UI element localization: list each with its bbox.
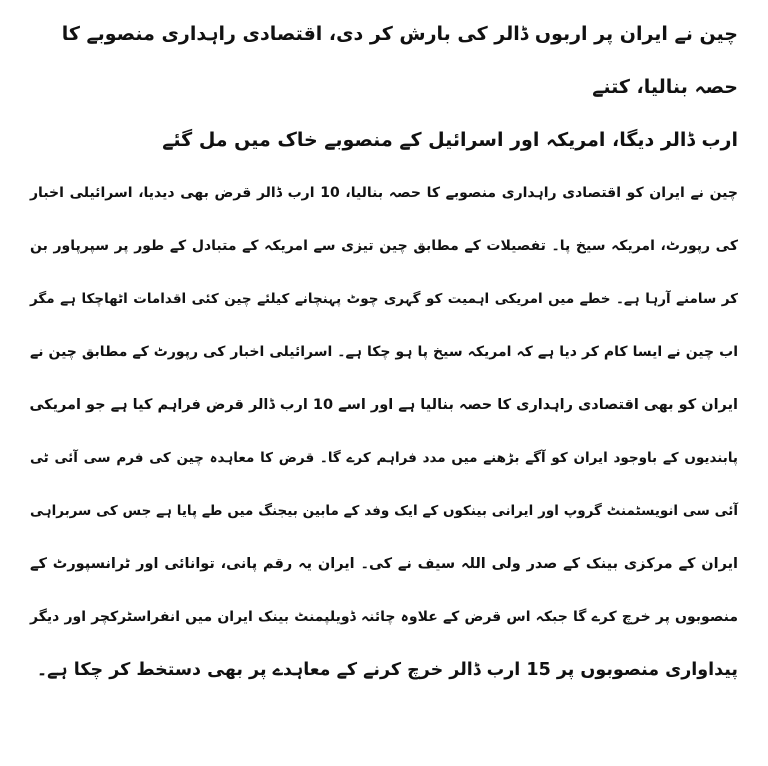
article-body-line-2: کی رپورٹ، امریکہ سیخ پا۔ تفصیلات کے مطابق چین تیزی سے امریکہ کے متبادل کے طور پر سپرپاور بن bbox=[30, 238, 738, 254]
article-body-line-6: پابندیوں کے باوجود ایران کو آگے بڑھنے میں مدد فراہم کرے گا۔ قرض کا معاہدہ چین کی فرم سی آئی ٹی bbox=[30, 450, 738, 466]
article-headline-line-1: چین نے ایران پر اربوں ڈالر کی بارش کر دی، اقتصادی راہداری منصوبے کا حصہ بنالیا، کتنے bbox=[61, 23, 738, 98]
article-body-line-5: ایران کو بھی اقتصادی راہداری کا حصہ بنالیا ہے اور اسے 10 ارب ڈالر قرض فراہم کیا ہے جو امریکی bbox=[29, 397, 738, 413]
article-body-line-7: آئی سی انویسٹمنٹ گروپ اور ایرانی بینکوں کے ایک وفد کے مابین بیجنگ میں طے پایا ہے جس کی سربراہی bbox=[30, 503, 738, 519]
article-body-line-4: اب چین نے ایسا کام کر دیا ہے کہ امریکہ سیخ پا ہو چکا ہے۔ اسرائیلی اخبار کی رپورٹ کے مطابق چین نے bbox=[30, 344, 738, 360]
article-body-line-1: چین نے ایران کو اقتصادی راہداری منصوبے کا حصہ بنالیا، 10 ارب ڈالر قرض بھی دیدیا، اسرائیلی اخبار bbox=[30, 185, 738, 201]
article-body-line-9: منصوبوں پر خرچ کرے گا جبکہ اس قرض کے علاوہ چائنہ ڈویلپمنٹ بینک ایران میں انفراسٹرکچر اور دیگر bbox=[30, 609, 738, 625]
article-headline-line-2: ارب ڈالر دیگا، امریکہ اور اسرائیل کے منصوبے خاک میں مل گئے bbox=[162, 129, 738, 151]
article-body-line-3: کر سامنے آرہا ہے۔ خطے میں امریکی اہمیت کو گہری چوٹ پہنچانے کیلئے چین کئی اقدامات اٹھاچکا ہے مگر bbox=[30, 291, 738, 307]
article-body-line-8: ایران کے مرکزی بینک کے صدر ولی اللہ سیف نے کی۔ ایران یہ رقم پانی، توانائی اور ٹرانسپورٹ کے bbox=[30, 556, 738, 572]
article-body-line-10: پیداواری منصوبوں پر 15 ارب ڈالر خرچ کرنے کے معاہدے پر بھی دستخط کر چکا ہے۔ bbox=[36, 660, 738, 680]
